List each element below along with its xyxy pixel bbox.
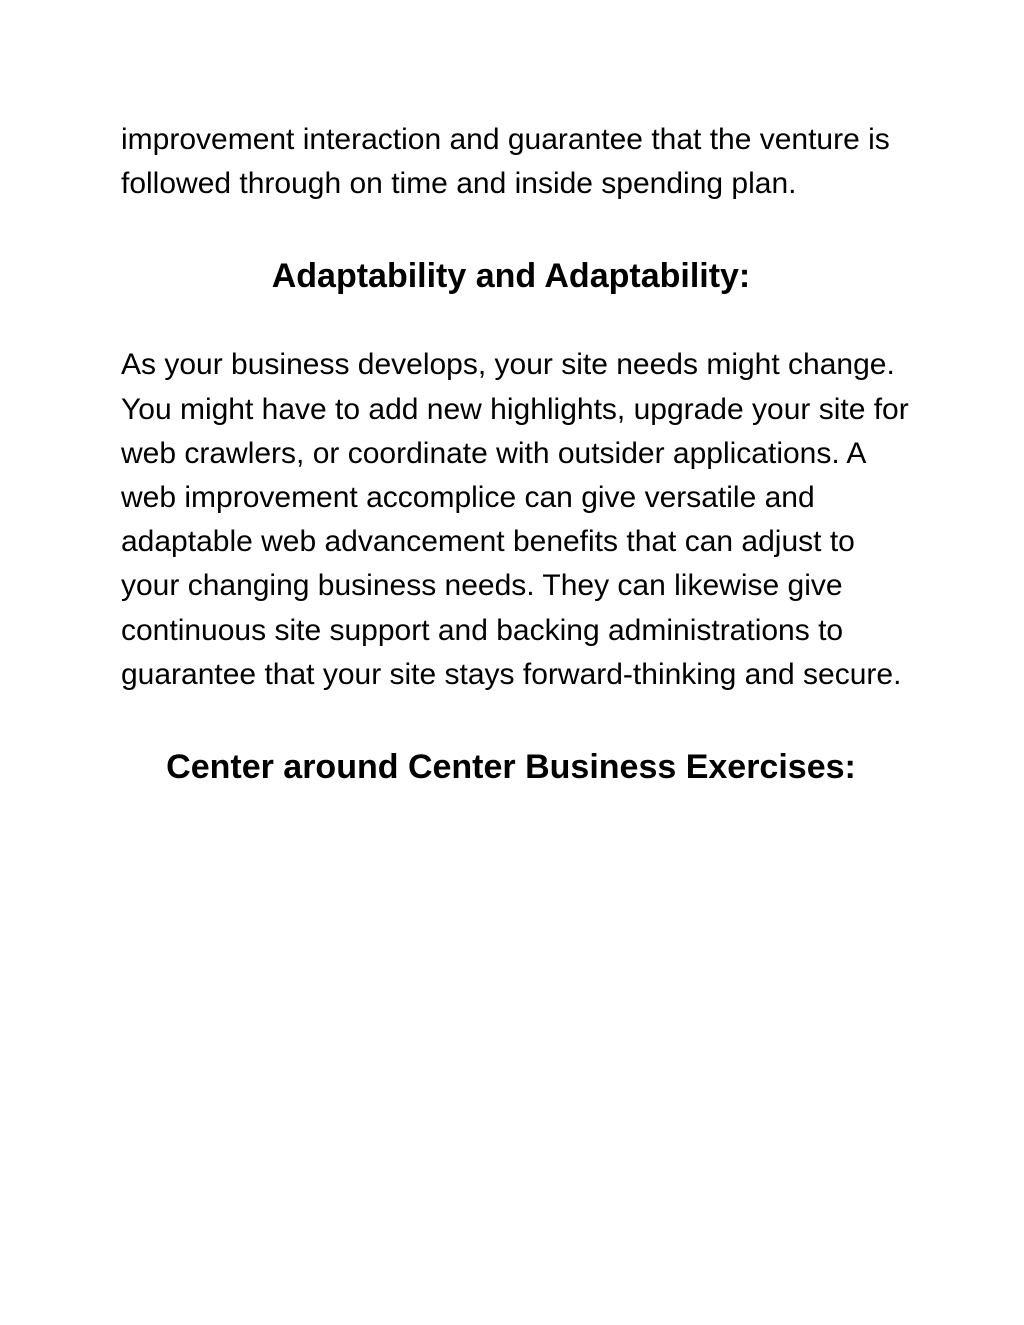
section-heading-adaptability: Adaptability and Adaptability: xyxy=(271,257,751,296)
paragraph-continued: improvement interaction and guarantee that the venture is followed through on time and inside spending plan. xyxy=(121,123,890,201)
section-heading-core-business: Center around Center Business Exercises: xyxy=(166,748,856,787)
paragraph-adaptability: As your business develops, your site needs might change. You might have to add new highlights, upgrade your site for web crawlers, or coordinate with outsider applications. A web improvement accomplice can give versatile and adaptable web advancement benefits that can adjust to your changing business needs. They can likewise give continuous site support and backing administrations to guarantee that your site stays forward-thinking and secure. xyxy=(121,348,909,691)
document-body xyxy=(121,118,911,788)
